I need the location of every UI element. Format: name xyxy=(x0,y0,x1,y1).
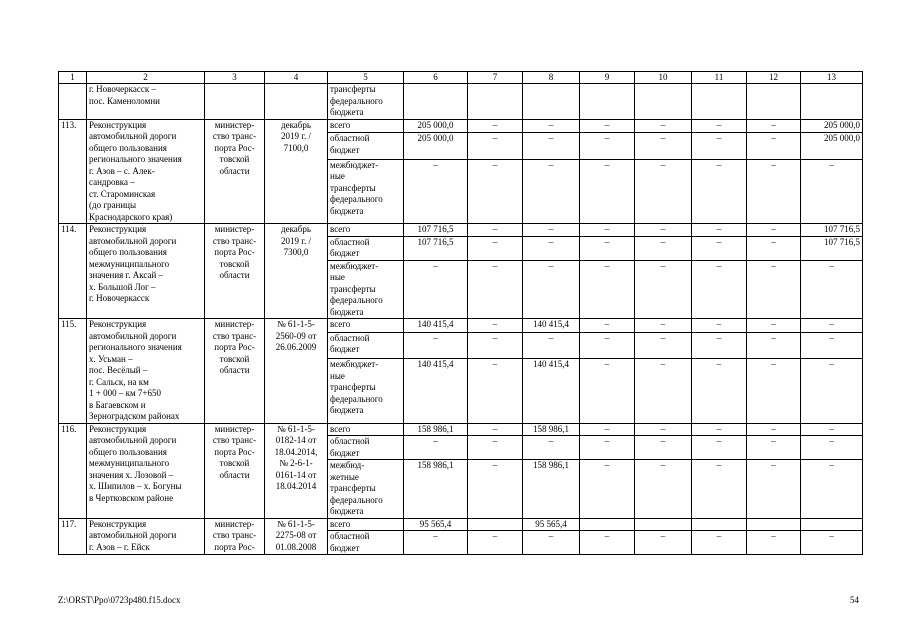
col-header: 13 xyxy=(801,72,863,84)
amount-cell: – xyxy=(468,531,523,555)
amount-cell: – xyxy=(692,133,747,159)
amount-cell: – xyxy=(692,460,747,519)
amount-cell: – xyxy=(580,531,635,555)
amount-cell: – xyxy=(580,133,635,159)
amount-cell: – xyxy=(747,319,801,333)
table-body xyxy=(59,84,863,555)
col-header: 9 xyxy=(580,72,635,84)
amount-cell: 205 000,0 xyxy=(404,133,468,159)
funding-type: областной бюджет xyxy=(328,133,404,159)
amount-cell: – xyxy=(635,359,692,423)
amount-cell: – xyxy=(635,133,692,159)
ministry-cell: министер- ство транс- порта Рос- товской области xyxy=(205,319,265,424)
amount-cell: – xyxy=(692,236,747,260)
amount-cell: – xyxy=(692,423,747,436)
amount-cell: 107 716,5 xyxy=(801,224,863,237)
amount-cell: – xyxy=(801,436,863,460)
amount-cell: – xyxy=(580,236,635,260)
funding-type: всего xyxy=(328,518,404,531)
amount-cell: – xyxy=(635,319,692,333)
amount-cell: – xyxy=(523,332,580,358)
col-header: 10 xyxy=(635,72,692,84)
amount-cell: – xyxy=(580,260,635,319)
amount-cell: – xyxy=(747,119,801,133)
ministry-cell: министер- ство транс- порта Рос- товской области xyxy=(205,423,265,518)
amount-cell: – xyxy=(523,531,580,555)
amount-cell: – xyxy=(580,224,635,237)
item-number: 117. xyxy=(59,518,87,555)
amount-cell: – xyxy=(801,332,863,358)
amount-cell: – xyxy=(747,359,801,423)
amount-cell: 140 415,4 xyxy=(523,319,580,333)
table-row xyxy=(59,518,863,531)
amount-cell: – xyxy=(404,159,468,223)
amount-cell: – xyxy=(523,119,580,133)
amount-cell: – xyxy=(468,224,523,237)
amount-cell: – xyxy=(580,119,635,133)
amount-cell: 107 716,5 xyxy=(404,236,468,260)
amount-cell: – xyxy=(404,260,468,319)
amount-cell: 158 986,1 xyxy=(404,423,468,436)
amount-cell: – xyxy=(692,260,747,319)
amount-cell: 95 565,4 xyxy=(404,518,468,531)
amount-cell: – xyxy=(468,159,523,223)
item-number: 114. xyxy=(59,224,87,319)
table-row xyxy=(59,224,863,237)
amount-cell: – xyxy=(801,531,863,555)
col-header: 4 xyxy=(265,72,328,84)
amount-cell: – xyxy=(801,260,863,319)
col-header: 7 xyxy=(468,72,523,84)
item-name: Реконструкция автомобильной дороги общего пользования межмуниципального значения х. Лозовой – х. Шипилов – х. Богуны в Чертковском районе xyxy=(87,423,205,518)
funding-type: всего xyxy=(328,423,404,436)
amount-cell: – xyxy=(635,236,692,260)
amount-cell: – xyxy=(692,531,747,555)
amount-cell: – xyxy=(635,159,692,223)
funding-type: всего xyxy=(328,119,404,133)
amount-cell: 107 716,5 xyxy=(801,236,863,260)
amount-cell: – xyxy=(692,159,747,223)
amount-cell: – xyxy=(692,319,747,333)
item-name: г. Новочеркасск – пос. Каменоломни xyxy=(87,84,205,120)
amount-cell: – xyxy=(747,260,801,319)
amount-cell: – xyxy=(468,133,523,159)
amount-cell: – xyxy=(747,423,801,436)
table-row xyxy=(59,319,863,333)
amount-cell: – xyxy=(801,319,863,333)
funding-type: всего xyxy=(328,224,404,237)
header-row xyxy=(59,72,863,84)
amount-cell xyxy=(801,518,863,531)
amount-cell: – xyxy=(692,436,747,460)
amount-cell: – xyxy=(468,332,523,358)
col-header: 3 xyxy=(205,72,265,84)
document-cell: декабрь 2019 г. / 7300,0 xyxy=(265,224,328,319)
amount-cell: – xyxy=(404,531,468,555)
ministry-cell: министер- ство транс- порта Рос- xyxy=(205,518,265,555)
amount-cell: – xyxy=(523,224,580,237)
amount-cell: – xyxy=(468,423,523,436)
amount-cell xyxy=(692,518,747,531)
amount-cell: – xyxy=(801,359,863,423)
amount-cell: – xyxy=(747,133,801,159)
amount-cell: – xyxy=(523,236,580,260)
funding-type: областной бюджет xyxy=(328,436,404,460)
amount-cell: – xyxy=(523,159,580,223)
document-cell: № 61-1-5- 2275-08 от 01.08.2008 xyxy=(265,518,328,555)
amount-cell: 140 415,4 xyxy=(404,359,468,423)
amount-cell: – xyxy=(404,436,468,460)
amount-cell: 140 415,4 xyxy=(523,359,580,423)
budget-table xyxy=(58,71,863,555)
amount-cell: – xyxy=(523,260,580,319)
funding-type: межбюджет- ные трансферты федерального бюджета xyxy=(328,159,404,223)
amount-cell: – xyxy=(635,460,692,519)
amount-cell xyxy=(580,518,635,531)
col-header: 1 xyxy=(59,72,87,84)
amount-cell: 158 986,1 xyxy=(523,423,580,436)
amount-cell: – xyxy=(580,460,635,519)
amount-cell: – xyxy=(635,119,692,133)
amount-cell: – xyxy=(635,531,692,555)
funding-type: трансферты федерального бюджета xyxy=(328,84,404,120)
file-path: Z:\ORST\Ppo\0723p480.f15.docx xyxy=(58,595,181,605)
item-name: Реконструкция автомобильной дороги общего пользования межмуниципального значения г. Аксай – х. Большой Лог – г. Новочеркасск xyxy=(87,224,205,319)
ministry-cell: министер- ство транс- порта Рос- товской области xyxy=(205,119,265,224)
amount-cell: – xyxy=(747,460,801,519)
funding-type: областной бюджет xyxy=(328,236,404,260)
table-row xyxy=(59,119,863,133)
amount-cell: 158 986,1 xyxy=(523,460,580,519)
page-number: 54 xyxy=(850,595,859,605)
funding-type: межбюджет- ные трансферты федерального бюджета xyxy=(328,359,404,423)
amount-cell: – xyxy=(468,260,523,319)
amount-cell: – xyxy=(635,436,692,460)
amount-cell: – xyxy=(801,423,863,436)
amount-cell: – xyxy=(692,119,747,133)
amount-cell: 95 565,4 xyxy=(523,518,580,531)
col-header: 5 xyxy=(328,72,404,84)
amount-cell: – xyxy=(801,460,863,519)
funding-type: всего xyxy=(328,319,404,333)
amount-cell: – xyxy=(747,236,801,260)
col-header: 8 xyxy=(523,72,580,84)
amount-cell: – xyxy=(523,133,580,159)
amount-cell: – xyxy=(468,436,523,460)
col-header: 2 xyxy=(87,72,205,84)
amount-cell: – xyxy=(523,436,580,460)
item-number: 115. xyxy=(59,319,87,424)
amount-cell: – xyxy=(580,332,635,358)
amount-cell: – xyxy=(692,224,747,237)
funding-type: областной бюджет xyxy=(328,531,404,555)
amount-cell: – xyxy=(635,260,692,319)
item-name: Реконструкция автомобильной дороги регионального значения х. Усьман – пос. Весёлый – г. Сальск, на км 1 + 000 – км 7+650 в Багаевском и Зерноградском районах xyxy=(87,319,205,424)
amount-cell xyxy=(635,518,692,531)
amount-cell: – xyxy=(747,436,801,460)
amount-cell: – xyxy=(468,359,523,423)
document-cell: № 61-1-5- 0182-14 от 18.04.2014, № 2-6-1- 0161-14 от 18.04.2014 xyxy=(265,423,328,518)
amount-cell: – xyxy=(580,423,635,436)
amount-cell: – xyxy=(468,460,523,519)
amount-cell: – xyxy=(692,332,747,358)
amount-cell: – xyxy=(580,159,635,223)
amount-cell: – xyxy=(468,319,523,333)
amount-cell: 140 415,4 xyxy=(404,319,468,333)
amount-cell: – xyxy=(580,319,635,333)
amount-cell: – xyxy=(747,332,801,358)
amount-cell: – xyxy=(580,436,635,460)
amount-cell: – xyxy=(404,332,468,358)
table-row xyxy=(59,423,863,436)
amount-cell: – xyxy=(692,359,747,423)
amount-cell: 158 986,1 xyxy=(404,460,468,519)
amount-cell: – xyxy=(635,332,692,358)
funding-type: межбюд- жетные трансферты федерального бюджета xyxy=(328,460,404,519)
amount-cell: 205 000,0 xyxy=(404,119,468,133)
document-cell: № 61-1-5- 2560-09 от 26.06.2009 xyxy=(265,319,328,424)
col-header: 11 xyxy=(692,72,747,84)
amount-cell: 107 716,5 xyxy=(404,224,468,237)
amount-cell: – xyxy=(635,423,692,436)
continuation-row xyxy=(59,84,863,120)
amount-cell: – xyxy=(747,159,801,223)
funding-type: областной бюджет xyxy=(328,332,404,358)
amount-cell: 205 000,0 xyxy=(801,133,863,159)
item-name: Реконструкция автомобильной дороги г. Азов – г. Ейск xyxy=(87,518,205,555)
amount-cell: 205 000,0 xyxy=(801,119,863,133)
col-header: 12 xyxy=(747,72,801,84)
item-number: 113. xyxy=(59,119,87,224)
amount-cell: – xyxy=(580,359,635,423)
amount-cell: – xyxy=(747,224,801,237)
col-header: 6 xyxy=(404,72,468,84)
amount-cell: – xyxy=(635,224,692,237)
ministry-cell: министер- ство транс- порта Рос- товской области xyxy=(205,224,265,319)
funding-type: межбюджет- ные трансферты федерального бюджета xyxy=(328,260,404,319)
amount-cell: – xyxy=(801,159,863,223)
amount-cell: – xyxy=(747,531,801,555)
amount-cell xyxy=(747,518,801,531)
item-name: Реконструкция автомобильной дороги общего пользования регионального значения г. Азов – с. Алек- сандровка – ст. Староминская (до границы Краснодарского края) xyxy=(87,119,205,224)
amount-cell xyxy=(468,518,523,531)
item-number: 116. xyxy=(59,423,87,518)
amount-cell: – xyxy=(468,119,523,133)
document-cell: декабрь 2019 г. / 7100,0 xyxy=(265,119,328,224)
amount-cell: – xyxy=(468,236,523,260)
